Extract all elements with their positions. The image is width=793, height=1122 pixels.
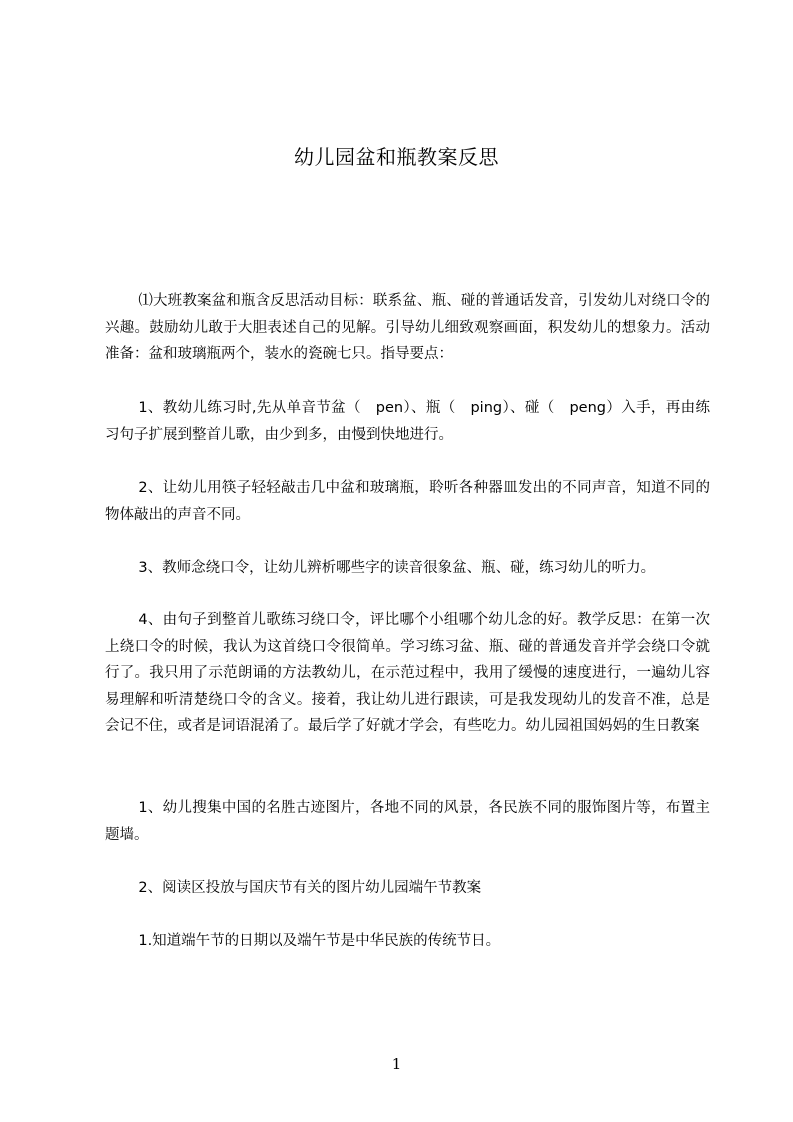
paragraph-national-day-2: 2、阅读区投放与国庆节有关的图片幼儿园端午节教案 [138, 880, 482, 896]
paragraph-intro: ⑴大班教案盆和瓶含反思活动目标：联系盆、瓶、碰的普通话发音，引发幼儿对绕口令的兴趣。鼓励幼儿敢于大胆表述自己的见解。引导幼儿细致观察画面，积发幼儿的想象力。活动准备：盆和玻璃瓶两个，装水的瓷碗七只。指导要点： [105, 293, 710, 362]
paragraph-step-3: 3、教师念绕口令，让幼儿辨析哪些字的读音很象盆、瓶、碰，练习幼儿的听力。 [138, 560, 656, 576]
paragraph-step-2: 2、让幼儿用筷子轻轻敲击几中盆和玻璃瓶，聆听各种器皿发出的不同声音，知道不同的物体敲出的声音不同。 [105, 480, 710, 523]
paragraph-step-1: 1、教幼儿练习时,先从单音节盆（ pen）、瓶（ ping）、碰（ peng）入手，再由练习句子扩展到整首儿歌，由少到多，由慢到快地进行。 [105, 400, 710, 443]
paragraph-national-day-1: 1、幼儿搜集中国的名胜古迹图片，各地不同的风景，各民族不同的服饰图片等，布置主题墙。 [105, 800, 710, 843]
paragraph-dragon-boat-1: 1.知道端午节的日期以及端午节是中华民族的传统节日。 [138, 933, 501, 949]
page-number: 1 [391, 1055, 402, 1073]
document-title: 幼儿园盆和瓶教案反思 [294, 145, 499, 169]
paragraph-step-4-reflection: 4、由句子到整首儿歌练习绕口令，评比哪个小组哪个幼儿念的好。教学反思：在第一次上绕口令的时候，我认为这首绕口令很简单。学习练习盆、瓶、碰的普通发音并学会绕口令就行了。我只用了示范朗诵的方法教幼儿，在示范过程中，我用了缓慢的速度进行，一遍幼儿容易理解和听清楚绕口令的含义。接着，我让幼儿进行跟读，可是我发现幼儿的发音不准，总是会记不住，或者是词语混淆了。最后学了好就才学会，有些吃力。幼儿园祖国妈妈的生日教案 [105, 612, 710, 734]
